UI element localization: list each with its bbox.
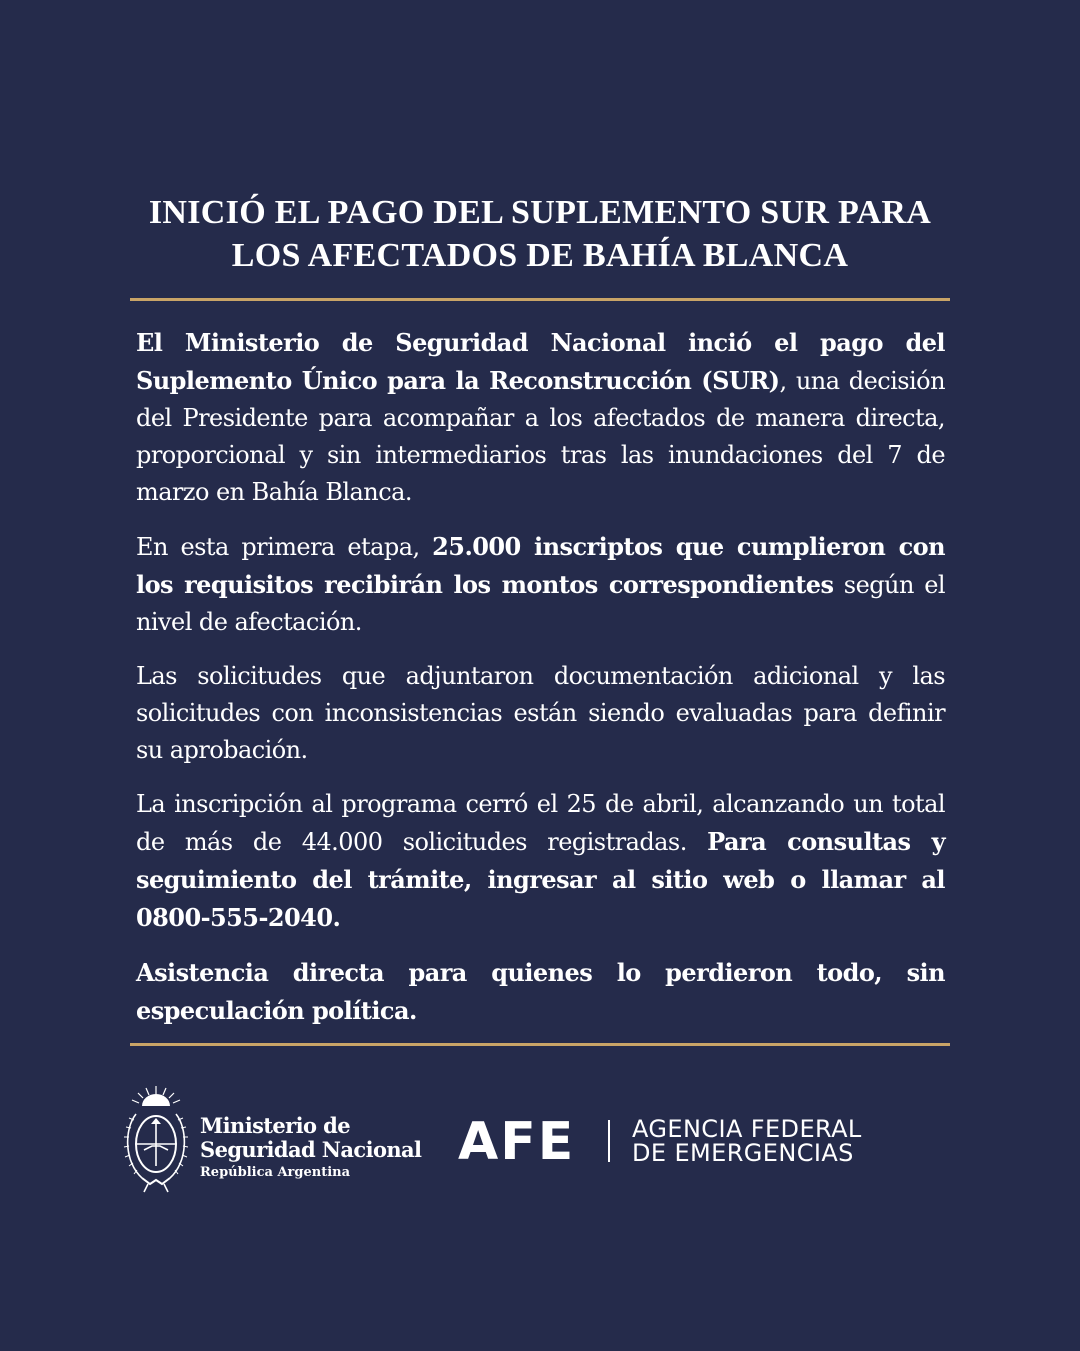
ministry-name-line-2: Seguridad Nacional <box>200 1137 422 1162</box>
paragraph-2-bold-1: 25.000 inscriptos que cumplieron con los requisitos recibirán los montos correspondientes <box>136 532 946 599</box>
paragraph-4-text-1: La inscripción al programa cerró el 25 de abril, alcanzando un total de más de 44.000 solicitudes registradas. <box>136 790 945 856</box>
paragraph-2-text-2: según el nivel de afectación. <box>136 571 945 636</box>
argentina-coat-of-arms-icon <box>122 1084 190 1196</box>
agency-name-line-2: DE EMERGENCIAS <box>632 1139 854 1167</box>
paragraph-2 <box>136 528 945 641</box>
headline-line-1: INICIÓ EL PAGO DEL SUPLEMENTO SUR PARA <box>148 194 932 231</box>
agency-name <box>632 1117 862 1165</box>
headline <box>120 191 960 277</box>
paragraph-3-text-1: Las solicitudes que adjuntaron documentación adicional y las solicitudes con inconsistencias están siendo evaluadas para definir su aprobación. <box>136 662 945 764</box>
paragraph-4-bold-1: Para consultas y seguimiento del trámite, ingresar al sitio web o llamar al 0800-555-2040. <box>136 827 945 932</box>
top-divider <box>130 298 950 301</box>
paragraph-5-bold-1: Asistencia directa para quienes lo perdieron todo, sin especulación política. <box>136 958 945 1025</box>
paragraph-2-text-1: En esta primera etapa, <box>136 533 433 561</box>
afe-logo: AFE <box>458 1112 576 1172</box>
ministry-logo-text <box>200 1114 421 1184</box>
paragraph-1-bold-1: El Ministerio de Seguridad Nacional inció el pago del Suplemento Único para la Reconstrucción (SUR) <box>136 328 945 395</box>
bottom-divider <box>130 1043 950 1046</box>
paragraph-4 <box>136 786 945 937</box>
afe-logo-separator <box>608 1120 610 1162</box>
paragraph-1 <box>136 324 945 511</box>
ministry-name-line-1: Ministerio de <box>200 1113 350 1138</box>
paragraph-5 <box>136 954 945 1030</box>
headline-line-2: LOS AFECTADOS DE BAHÍA BLANCA <box>231 237 849 274</box>
paragraph-3 <box>136 658 945 769</box>
ministry-country: República Argentina <box>200 1165 351 1180</box>
paragraph-1-text-1: , una decisión del Presidente para acompañar a los afectados de manera directa, proporcional y sin intermediarios tras las inundaciones del 7 de marzo en Bahía Blanca. <box>136 367 945 506</box>
footer-logos <box>0 1080 1080 1200</box>
article-body <box>136 324 945 1047</box>
agency-name-line-1: AGENCIA FEDERAL <box>632 1115 862 1143</box>
